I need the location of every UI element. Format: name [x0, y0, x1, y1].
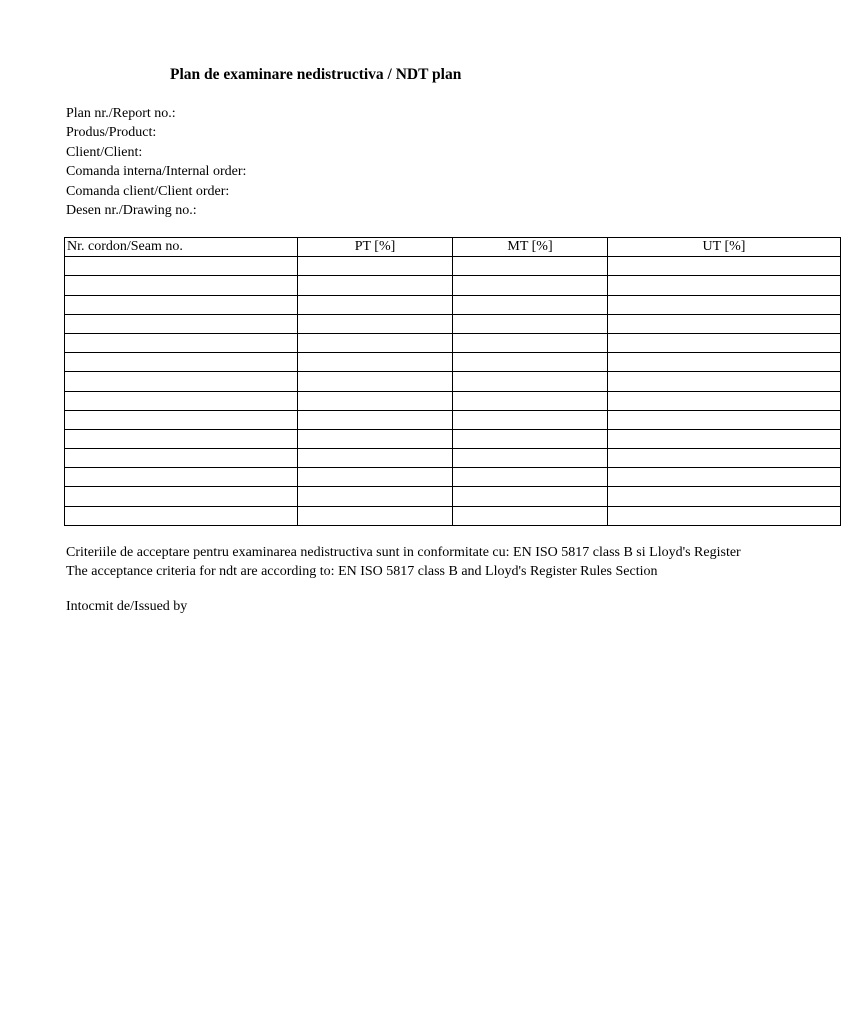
- mt-cell[interactable]: [453, 468, 608, 487]
- mt-cell[interactable]: [453, 314, 608, 333]
- pt-cell[interactable]: [298, 257, 453, 276]
- seam-cell[interactable]: [65, 506, 298, 525]
- pt-cell[interactable]: [298, 468, 453, 487]
- field-product: Produs/Product:: [66, 125, 157, 141]
- criteria-note-ro: Criteriile de acceptare pentru examinarea nedistructiva sunt in conformitate cu: EN ISO 5817 class B si Lloyd's Register: [66, 545, 741, 560]
- ut-cell[interactable]: [608, 276, 841, 295]
- pt-cell[interactable]: [298, 372, 453, 391]
- header-pt: PT [%]: [298, 238, 453, 257]
- pt-cell[interactable]: [298, 295, 453, 314]
- table-row: [65, 449, 841, 468]
- seam-cell[interactable]: [65, 295, 298, 314]
- table-row: [65, 333, 841, 352]
- ut-cell[interactable]: [608, 353, 841, 372]
- table-row: [65, 506, 841, 525]
- ut-cell[interactable]: [608, 487, 841, 506]
- pt-cell[interactable]: [298, 353, 453, 372]
- table-row: [65, 372, 841, 391]
- pt-cell[interactable]: [298, 333, 453, 352]
- table-row: [65, 487, 841, 506]
- table-row: [65, 295, 841, 314]
- seam-cell[interactable]: [65, 468, 298, 487]
- seam-cell[interactable]: [65, 372, 298, 391]
- ut-cell[interactable]: [608, 333, 841, 352]
- criteria-note-en: The acceptance criteria for ndt are according to: EN ISO 5817 class B and Lloyd's Register Rules Section: [66, 564, 658, 580]
- table-row: [65, 410, 841, 429]
- header-fields: [66, 104, 246, 220]
- issued-by-label: Intocmit de/Issued by: [66, 599, 188, 614]
- table-row: [65, 391, 841, 410]
- table-row: [65, 276, 841, 295]
- pt-cell[interactable]: [298, 487, 453, 506]
- seam-cell[interactable]: [65, 314, 298, 333]
- table-header-row: [65, 238, 841, 257]
- pt-cell[interactable]: [298, 506, 453, 525]
- seam-cell[interactable]: [65, 429, 298, 448]
- table-row: [65, 314, 841, 333]
- ut-cell[interactable]: [608, 391, 841, 410]
- pt-cell[interactable]: [298, 276, 453, 295]
- seam-cell[interactable]: [65, 410, 298, 429]
- ut-cell[interactable]: [608, 314, 841, 333]
- page-title: Plan de examinare nedistructiva / NDT plan: [170, 66, 462, 83]
- mt-cell[interactable]: [453, 391, 608, 410]
- mt-cell[interactable]: [453, 353, 608, 372]
- seam-cell[interactable]: [65, 276, 298, 295]
- table-row: [65, 468, 841, 487]
- mt-cell[interactable]: [453, 449, 608, 468]
- header-ut: UT [%]: [608, 238, 841, 257]
- seam-cell[interactable]: [65, 257, 298, 276]
- seam-cell[interactable]: [65, 391, 298, 410]
- field-client-order: Comanda client/Client order:: [66, 183, 230, 199]
- header-mt: MT [%]: [453, 238, 608, 257]
- field-drawing-number: Desen nr./Drawing no.:: [66, 202, 197, 218]
- seam-cell[interactable]: [65, 487, 298, 506]
- pt-cell[interactable]: [298, 429, 453, 448]
- mt-cell[interactable]: [453, 487, 608, 506]
- ut-cell[interactable]: [608, 506, 841, 525]
- table-row: [65, 353, 841, 372]
- seam-cell[interactable]: [65, 333, 298, 352]
- table-row: [65, 257, 841, 276]
- field-plan-number: Plan nr./Report no.:: [66, 106, 176, 121]
- mt-cell[interactable]: [453, 410, 608, 429]
- mt-cell[interactable]: [453, 333, 608, 352]
- ndt-table-container: [64, 237, 746, 527]
- seam-cell[interactable]: [65, 353, 298, 372]
- acceptance-criteria: [66, 543, 741, 582]
- field-client: Client/Client:: [66, 144, 143, 160]
- pt-cell[interactable]: [298, 410, 453, 429]
- ndt-table: [64, 237, 841, 526]
- mt-cell[interactable]: [453, 372, 608, 391]
- ut-cell[interactable]: [608, 372, 841, 391]
- ut-cell[interactable]: [608, 410, 841, 429]
- pt-cell[interactable]: [298, 314, 453, 333]
- mt-cell[interactable]: [453, 506, 608, 525]
- ut-cell[interactable]: [608, 295, 841, 314]
- mt-cell[interactable]: [453, 257, 608, 276]
- mt-cell[interactable]: [453, 429, 608, 448]
- field-internal-order: Comanda interna/Internal order:: [66, 164, 247, 180]
- header-seam-no: Nr. cordon/Seam no.: [65, 238, 298, 257]
- seam-cell[interactable]: [65, 449, 298, 468]
- ut-cell[interactable]: [608, 257, 841, 276]
- ut-cell[interactable]: [608, 449, 841, 468]
- mt-cell[interactable]: [453, 276, 608, 295]
- ut-cell[interactable]: [608, 429, 841, 448]
- pt-cell[interactable]: [298, 449, 453, 468]
- ut-cell[interactable]: [608, 468, 841, 487]
- mt-cell[interactable]: [453, 295, 608, 314]
- table-row: [65, 429, 841, 448]
- pt-cell[interactable]: [298, 391, 453, 410]
